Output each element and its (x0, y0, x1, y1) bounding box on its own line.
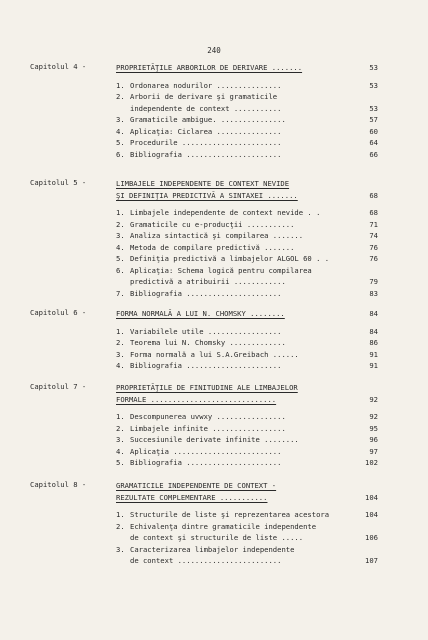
entry-title: Succesiunile derivate infinite ........ (130, 435, 299, 444)
entry-title: Limbajele infinite ................. (130, 423, 286, 433)
entry-title: independente de context ........... (130, 103, 282, 113)
toc-entry (116, 521, 352, 533)
entry-title: Echivalenţa dintre gramaticile independente (130, 521, 317, 531)
entry-page-number: 64 (369, 138, 378, 147)
chapter-title: FORMA NORMALĂ A LUI N. CHOMSKY ........ (116, 309, 285, 318)
entry-title: Aplicaţia ......................... (130, 446, 282, 456)
toc-entry (116, 137, 352, 149)
entry-title: Bibliografia ...................... (130, 288, 282, 298)
toc-entry (116, 276, 352, 288)
entry-number: 1. (116, 80, 125, 90)
entry-page-number: 53 (369, 80, 378, 90)
entry-number: 3. (116, 115, 125, 124)
toc-entry (116, 242, 352, 254)
entry-number: 4. (116, 446, 125, 456)
toc-entry (116, 80, 352, 92)
entry-number: 1. (116, 412, 125, 421)
entry-number: 6. (116, 149, 125, 159)
toc-entry (116, 509, 352, 521)
entry-page-number: 91 (369, 361, 378, 370)
toc-entry (116, 544, 352, 556)
entry-title: Gramaticile ambigue. ............... (130, 115, 286, 124)
entry-page-number: 84 (369, 326, 378, 336)
entry-title: predictivă a atribuirii ............ (130, 277, 286, 286)
entry-title: Bibliografia ...................... (130, 149, 282, 159)
chapter-label: Capitolul 8 - (30, 480, 87, 489)
toc-entry (116, 230, 352, 242)
toc-entry (116, 149, 352, 161)
entry-number: 3. (116, 231, 125, 240)
entry-title: Bibliografia ...................... (130, 458, 282, 467)
entry-number: 5. (116, 254, 125, 263)
chapter-label: Capitolul 6 - (30, 308, 87, 317)
entry-title: Teorema lui N. Chomsky ............. (130, 338, 286, 347)
entry-number: 2. (116, 423, 125, 433)
entry-number: 1. (116, 510, 125, 519)
entry-page-number: 107 (365, 556, 378, 565)
chapter-page-number: 84 (369, 309, 378, 318)
chapter-label: Capitolul 4 - (30, 62, 87, 71)
entry-title: Bibliografia ...................... (130, 361, 282, 370)
toc-entry (116, 423, 352, 435)
toc-entry (116, 114, 352, 126)
entry-title: Metoda de compilare predictivă ....... (130, 242, 295, 252)
entry-page-number: 71 (369, 219, 378, 229)
chapter-label: Capitolul 5 - (30, 178, 87, 187)
entry-title: de context şi structurile de liste ..... (130, 533, 304, 542)
entry-number: 4. (116, 361, 125, 370)
toc-entry (116, 126, 352, 138)
entry-title: Descompunerea uvwxy ................ (130, 412, 286, 421)
entry-page-number: 66 (369, 149, 378, 159)
entry-page-number: 83 (369, 288, 378, 298)
entry-page-number: 57 (369, 115, 378, 124)
toc-entry (116, 434, 352, 446)
chapter-page-number: 104 (365, 492, 378, 502)
toc-entry (116, 91, 352, 103)
entry-number: 2. (116, 219, 125, 229)
entry-number: 3. (116, 349, 125, 359)
chapter-title: PROPRIETĂŢILE ARBORILOR DE DERIVARE ....... (116, 63, 303, 72)
entry-number: 5. (116, 138, 125, 147)
entry-number: 3. (116, 544, 125, 554)
entry-number: 3. (116, 435, 125, 444)
entry-page-number: 92 (369, 412, 378, 421)
entry-page-number: 76 (369, 242, 378, 252)
entry-title: Procedurile ....................... (130, 138, 282, 147)
entry-title: Arborii de derivare şi gramaticile (130, 92, 278, 101)
chapter-page-number: 92 (369, 394, 378, 404)
toc-entry (116, 219, 352, 231)
entry-page-number: 97 (369, 446, 378, 456)
toc-entry (116, 446, 352, 458)
chapter-page-number: 68 (369, 190, 378, 200)
toc-entry (116, 103, 352, 115)
entry-number: 1. (116, 208, 125, 217)
entry-number: 1. (116, 326, 125, 336)
toc-entry (116, 265, 352, 277)
entry-page-number: 91 (369, 349, 378, 359)
entry-page-number: 102 (365, 458, 378, 467)
entry-page-number: 79 (369, 277, 378, 286)
toc-entry (116, 457, 352, 469)
entry-page-number: 53 (369, 103, 378, 113)
toc-entry (116, 411, 352, 423)
entry-number: 7. (116, 288, 125, 298)
entry-title: Forma normală a lui S.A.Greibach ...... (130, 349, 299, 359)
toc-entry (116, 532, 352, 544)
entry-page-number: 68 (369, 208, 378, 217)
toc-entry (116, 555, 352, 567)
entry-number: 4. (116, 242, 125, 252)
entry-title: Caracterizarea limbajelor independente (130, 544, 295, 554)
entry-title: Definiţia predictivă a limbajelor ALGOL 60 . . (130, 254, 330, 263)
chapter-title: LIMBAJELE INDEPENDENTE DE CONTEXT NEVIDE (116, 179, 290, 188)
toc-entry (116, 288, 352, 300)
entry-page-number: 106 (365, 533, 378, 542)
chapter-title: PROPRIETĂŢILE DE FINITUDINE ALE LIMBAJELOR (116, 383, 298, 392)
page-number: 240 (207, 46, 221, 55)
entry-title: Aplicaţia: Schema logică pentru compilarea (130, 265, 312, 275)
entry-page-number: 86 (369, 338, 378, 347)
toc-entry (116, 349, 352, 361)
entry-page-number: 74 (369, 231, 378, 240)
entry-number: 2. (116, 92, 125, 101)
toc-entry (116, 326, 352, 338)
toc-entry (116, 360, 352, 372)
entry-number: 2. (116, 521, 125, 531)
entry-title: Ordonarea nodurilor ............... (130, 80, 282, 90)
entry-page-number: 95 (369, 423, 378, 433)
entry-title: Gramaticile cu e-producţii ........... (130, 219, 295, 229)
entry-title: Aplicaţia: Ciclarea ............... (130, 126, 282, 136)
chapter-title: GRAMATICILE INDEPENDENTE DE CONTEXT - (116, 481, 277, 490)
chapter-title: FORMALE ............................. (116, 394, 277, 404)
toc-entry (116, 337, 352, 349)
chapter-label: Capitolul 7 - (30, 382, 87, 391)
entry-page-number: 96 (369, 435, 378, 444)
chapter-title: REZULTATE COMPLEMENTARE ........... (116, 492, 268, 502)
toc-entry (116, 207, 352, 219)
entry-page-number: 104 (365, 510, 378, 519)
toc-entry (116, 253, 352, 265)
entry-title: Variabilele utile ................. (130, 326, 282, 336)
entry-title: de context ........................ (130, 556, 282, 565)
chapter-page-number: 53 (369, 63, 378, 72)
entry-number: 2. (116, 338, 125, 347)
entry-page-number: 76 (369, 254, 378, 263)
entry-title: Analiza sintactică şi compilarea ....... (130, 231, 304, 240)
entry-number: 4. (116, 126, 125, 136)
entry-number: 5. (116, 458, 125, 467)
chapter-title: ŞI DEFINIŢIA PREDICTIVĂ A SINTAXEI ....... (116, 190, 298, 200)
entry-number: 6. (116, 265, 125, 275)
entry-page-number: 60 (369, 126, 378, 136)
entry-title: Limbajele independente de context nevide . . (130, 208, 321, 217)
entry-title: Structurile de liste şi reprezentarea acestora (130, 510, 330, 519)
